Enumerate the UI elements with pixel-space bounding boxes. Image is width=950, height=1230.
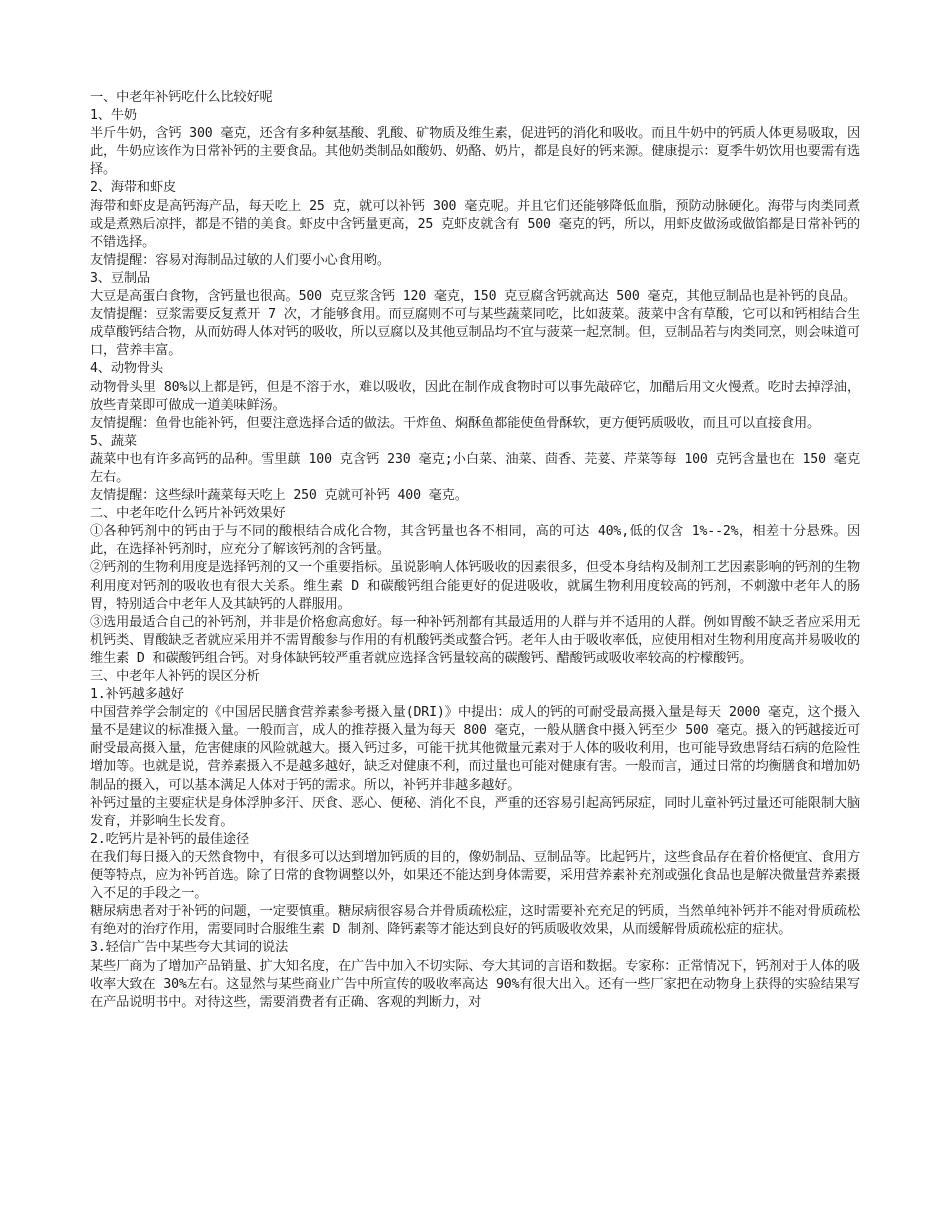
subheading-myth-2: 2.吃钙片是补钙的最佳途径	[90, 831, 249, 847]
tip-seafood: 友情提醒：容易对海制品过敏的人们要小心食用哟。	[90, 252, 390, 268]
paragraph-point-3: ③选用最适合自己的补钙剂，并非是价格愈高愈好。每一种补钙剂都有其最适用的人群与并不适用的人群。例如胃酸不缺乏者应采用无机钙类、胃酸缺乏者就应采用并不需胃酸参与作用的有机酸钙类或螯合钙。老年人由于吸收率低，应使用相对生物利用度高并易吸收的维生素 D 和碳酸钙组合钙。对身体缺钙较严重者就应选择含钙量较高的碳酸钙、醋酸钙或吸收率较高的柠檬酸钙。	[90, 614, 860, 666]
paragraph-bones: 动物骨头里 80%以上都是钙，但是不溶于水，难以吸收，因此在制作成食物时可以事先敲碎它，加醋后用文火慢煮。吃时去掉浮油，放些青菜即可做成一道美味鲜汤。	[90, 379, 860, 413]
paragraph-kelp-shrimp: 海带和虾皮是高钙海产品，每天吃上 25 克，就可以补钙 300 毫克呢。并且它们还能够降低血脂，预防动脉硬化。海带与肉类同煮或是煮熟后凉拌，都是不错的美食。虾皮中含钙量更高，25 克虾皮就含有 500 毫克的钙，所以，用虾皮做汤或做馅都是日常补钙的不错选择。	[90, 198, 860, 250]
tip-fish-bone: 友情提醒：鱼骨也能补钙，但要注意选择合适的做法。干炸鱼、焖酥鱼都能使鱼骨酥软，更方便钙质吸收，而且可以直接食用。	[90, 415, 821, 431]
section-heading-1: 一、中老年补钙吃什么比较好呢	[90, 90, 273, 105]
subheading-bones: 4、动物骨头	[90, 361, 163, 377]
paragraph-myth-1-symptoms: 补钙过量的主要症状是身体浮肿多汗、厌食、恶心、便秘、消化不良，严重的还容易引起高钙尿症，同时儿童补钙过量还可能限制大脑发育，并影响生长发育。	[90, 795, 860, 829]
section-heading-2: 二、中老年吃什么钙片补钙效果好	[90, 506, 286, 522]
tip-soy: 友情提醒：豆浆需要反复煮开 7 次，才能够食用。而豆腐则不可与某些蔬菜同吃，比如菠菜。菠菜中含有草酸，它可以和钙相结合生成草酸钙结合物，从而妨碍人体对钙的吸收，所以豆腐以及其他豆制品均不宜与菠菜一起烹制。但，豆制品若与肉类同烹，则会味道可口，营养丰富。	[90, 307, 860, 359]
tip-vegetables: 友情提醒：这些绿叶蔬菜每天吃上 250 克就可补钙 400 毫克。	[90, 488, 468, 504]
subheading-myth-3: 3.轻信广告中某些夸大其词的说法	[90, 940, 289, 956]
subheading-kelp-shrimp: 2、海带和虾皮	[90, 180, 177, 196]
paragraph-point-1: ①各种钙剂中的钙由于与不同的酸根结合成化合物，其含钙量也各不相同，高的可达 40%,低的仅含 1%--2%，相差十分悬殊。因此，在选择补钙剂时，应充分了解该钙剂的含钙量。	[90, 524, 860, 558]
paragraph-milk: 半斤牛奶，含钙 300 毫克，还含有多种氨基酸、乳酸、矿物质及维生素，促进钙的消化和吸收。而且牛奶中的钙质人体更易吸取，因此，牛奶应该作为日常补钙的主要食品。其他奶类制品如酸奶、奶酪、奶片，都是良好的钙来源。健康提示：夏季牛奶饮用也要需有选择。	[90, 126, 860, 178]
subheading-myth-1: 1.补钙越多越好	[90, 687, 184, 703]
paragraph-myth-2-diabetes: 糖尿病患者对于补钙的问题，一定要慎重。糖尿病很容易合并骨质疏松症，这时需要补充充足的钙质，当然单纯补钙并不能对骨质疏松有绝对的治疗作用，需要同时合服维生素 D 制剂、降钙素等才能达到良好的钙质吸收效果，从而缓解骨质疏松症的症状。	[90, 904, 860, 938]
subheading-milk: 1、牛奶	[90, 108, 137, 124]
subheading-soy: 3、豆制品	[90, 270, 150, 286]
paragraph-myth-3: 某些厂商为了增加产品销量、扩大知名度，在广告中加入不切实际、夸大其词的言语和数据。专家称：正常情况下，钙剂对于人体的吸收率大致在 30%左右。这显然与某些商业广告中所宣传的吸收率高达 90%有很大出入。还有一些厂家把在动物身上获得的实验结果写在产品说明书中。对待这些，需要消费者有正确、客观的判断力，对	[90, 958, 860, 1010]
paragraph-vegetables: 蔬菜中也有许多高钙的品种。雪里蕻 100 克含钙 230 毫克;小白菜、油菜、茴香、芫荽、芹菜等每 100 克钙含量也在 150 毫克左右。	[90, 451, 860, 485]
paragraph-myth-1: 中国营养学会制定的《中国居民膳食营养素参考摄入量(DRI)》中提出：成人的钙的可耐受最高摄入量是每天 2000 毫克，这个摄入量不是建议的标准摄入量。一般而言，成人的推荐摄入量为每天 800 毫克，一般从膳食中摄入钙至少 500 毫克。摄入的钙越接近可耐受最高摄入量，危害健康的风险就越大。摄入钙过多，可能干扰其他微量元素对于人体的吸收利用，也可能导致患肾结石病的危险性增加等。也就是说，营养素摄入不是越多越好，缺乏对健康不利，而过量也可能对健康有害。一般而言，通过日常的均衡膳食和增加奶制品的摄入，可以基本满足人体对于钙的需求。所以，补钙并非越多越好。	[90, 705, 860, 793]
paragraph-point-2: ②钙剂的生物利用度是选择钙剂的又一个重要指标。虽说影响人体钙吸收的因素很多，但受本身结构及制剂工艺因素影响的钙剂的生物利用度对钙剂的吸收也有很大关系。维生素 D 和碳酸钙组合能更好的促进吸收，就属生物利用度较高的钙剂，不刺激中老年人的肠胃，特别适合中老年人及其缺钙的人群服用。	[90, 560, 860, 612]
subheading-vegetables: 5、蔬菜	[90, 433, 137, 449]
paragraph-soy: 大豆是高蛋白食物，含钙量也很高。500 克豆浆含钙 120 毫克，150 克豆腐含钙就高达 500 毫克，其他豆制品也是补钙的良品。	[90, 289, 857, 305]
paragraph-myth-2: 在我们每日摄入的天然食物中，有很多可以达到增加钙质的目的，像奶制品、豆制品等。比起钙片，这些食品存在着价格便宜、食用方便等特点，应为补钙首选。除了日常的食物调整以外，如果还不能达到身体需要，采用营养素补充剂或强化食品也是解决微量营养素摄入不足的手段之一。	[90, 849, 860, 902]
section-heading-3: 三、中老年人补钙的误区分析	[90, 669, 260, 684]
document-body	[90, 89, 860, 1012]
